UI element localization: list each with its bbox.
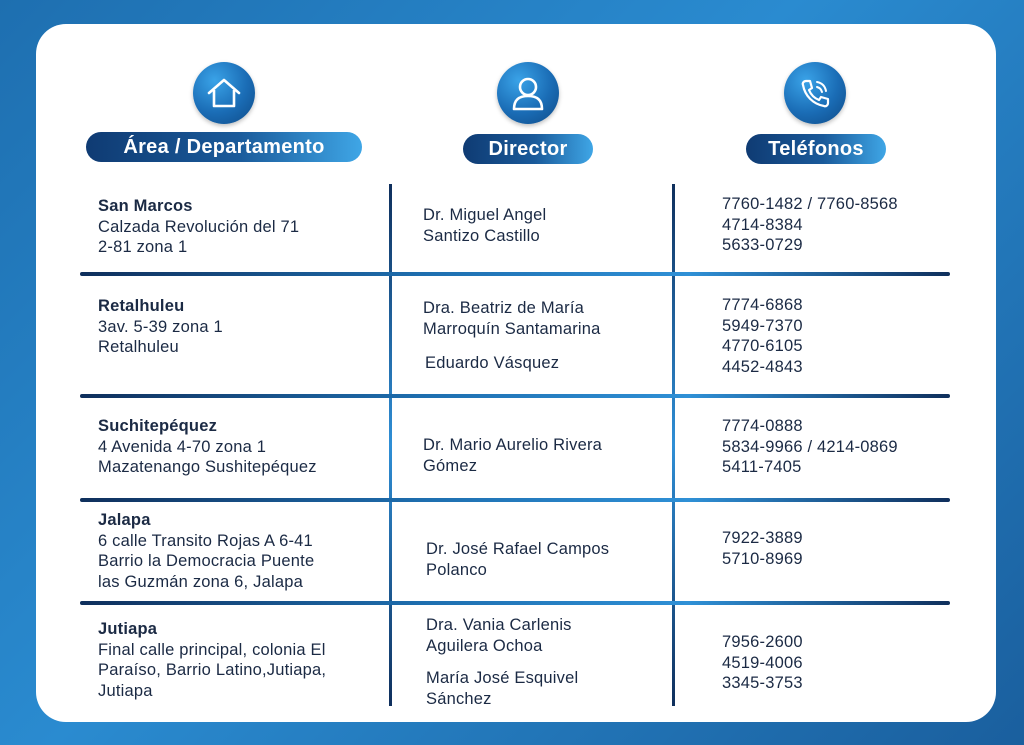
phones-cell	[722, 194, 898, 256]
address-line: Retalhuleu	[98, 338, 179, 356]
phone-line: 5710-8969	[722, 549, 803, 568]
column-divider	[672, 184, 675, 706]
address-line: Final calle principal, colonia El	[98, 640, 326, 659]
row-divider	[80, 498, 950, 502]
header-area: Área / Departamento	[86, 132, 362, 162]
director-cell	[426, 615, 572, 656]
area-name: Suchitepéquez	[98, 417, 218, 435]
director-line: Santizo Castillo	[423, 226, 540, 245]
phone-line: 5834-9966 / 4214-0869	[722, 437, 898, 456]
user-icon	[497, 62, 559, 124]
phone-line: 5633-0729	[722, 236, 803, 254]
phone-icon	[784, 62, 846, 124]
phone-line: 4714-8384	[722, 215, 803, 234]
phone-line: 7774-0888	[722, 417, 803, 435]
area-cell	[98, 296, 223, 358]
row-divider	[80, 394, 950, 398]
director-line: Eduardo Vásquez	[425, 354, 560, 372]
area-cell	[98, 196, 299, 258]
address-line: Calzada Revolución del 71	[98, 217, 300, 236]
phone-line: 7922-3889	[722, 529, 803, 547]
phone-line: 7956-2600	[722, 633, 803, 651]
phone-line: 5949-7370	[722, 316, 803, 335]
phone-line: 7774-6868	[722, 296, 803, 314]
directory-card	[36, 24, 996, 722]
director-line: Sánchez	[426, 689, 492, 708]
director-line: Dr. Mario Aurelio Rivera	[423, 436, 603, 454]
director-line: Polanco	[426, 560, 488, 579]
director-line: Dra. Vania Carlenis	[426, 616, 572, 634]
phone-line: 5411-7405	[722, 458, 802, 476]
address-line: Mazatenango Sushitepéquez	[98, 458, 317, 476]
director-line: María José Esquivel	[426, 669, 579, 687]
address-line: Paraíso, Barrio Latino,Jutiapa,	[98, 661, 327, 679]
area-name: Jalapa	[98, 511, 151, 529]
address-line: Jutiapa	[98, 681, 153, 700]
phones-cell	[722, 632, 803, 694]
phone-line: 4519-4006	[722, 653, 803, 672]
area-name: San Marcos	[98, 197, 193, 215]
director-line: Marroquín Santamarina	[423, 319, 601, 338]
header-director: Director	[463, 134, 593, 164]
phones-cell	[722, 295, 803, 377]
area-cell	[98, 619, 326, 701]
column-divider	[389, 184, 392, 706]
phones-cell	[722, 528, 803, 569]
house-icon	[193, 62, 255, 124]
area-cell	[98, 510, 314, 592]
address-line: las Guzmán zona 6, Jalapa	[98, 572, 303, 591]
director-cell	[426, 539, 609, 580]
phones-cell	[722, 416, 898, 478]
director-line: Dr. José Rafael Campos	[426, 540, 610, 558]
row-divider	[80, 272, 950, 276]
director-cell-secondary	[425, 353, 559, 374]
director-cell	[423, 435, 602, 476]
address-line: 2-81 zona 1	[98, 238, 188, 256]
director-line: Dra. Beatriz de María	[423, 299, 585, 317]
address-line: 4 Avenida 4-70 zona 1	[98, 437, 267, 456]
address-line: Barrio la Democracia Puente	[98, 552, 315, 570]
director-line: Aguilera Ochoa	[426, 636, 543, 655]
address-line: 6 calle Transito Rojas A 6-41	[98, 531, 313, 550]
phone-line: 4452-4843	[722, 357, 803, 376]
address-line: 3av. 5-39 zona 1	[98, 317, 223, 336]
director-line: Gómez	[423, 456, 478, 475]
director-cell	[423, 205, 546, 246]
phone-line: 3345-3753	[722, 674, 803, 692]
area-name: Retalhuleu	[98, 297, 185, 315]
director-cell-secondary	[426, 668, 578, 709]
phone-line: 7760-1482 / 7760-8568	[722, 195, 898, 213]
row-divider	[80, 601, 950, 605]
header-phones: Teléfonos	[746, 134, 886, 164]
area-name: Jutiapa	[98, 620, 158, 638]
area-cell	[98, 416, 317, 478]
phone-line: 4770-6105	[722, 337, 803, 355]
director-line: Dr. Miguel Angel	[423, 206, 547, 224]
director-cell	[423, 298, 601, 339]
